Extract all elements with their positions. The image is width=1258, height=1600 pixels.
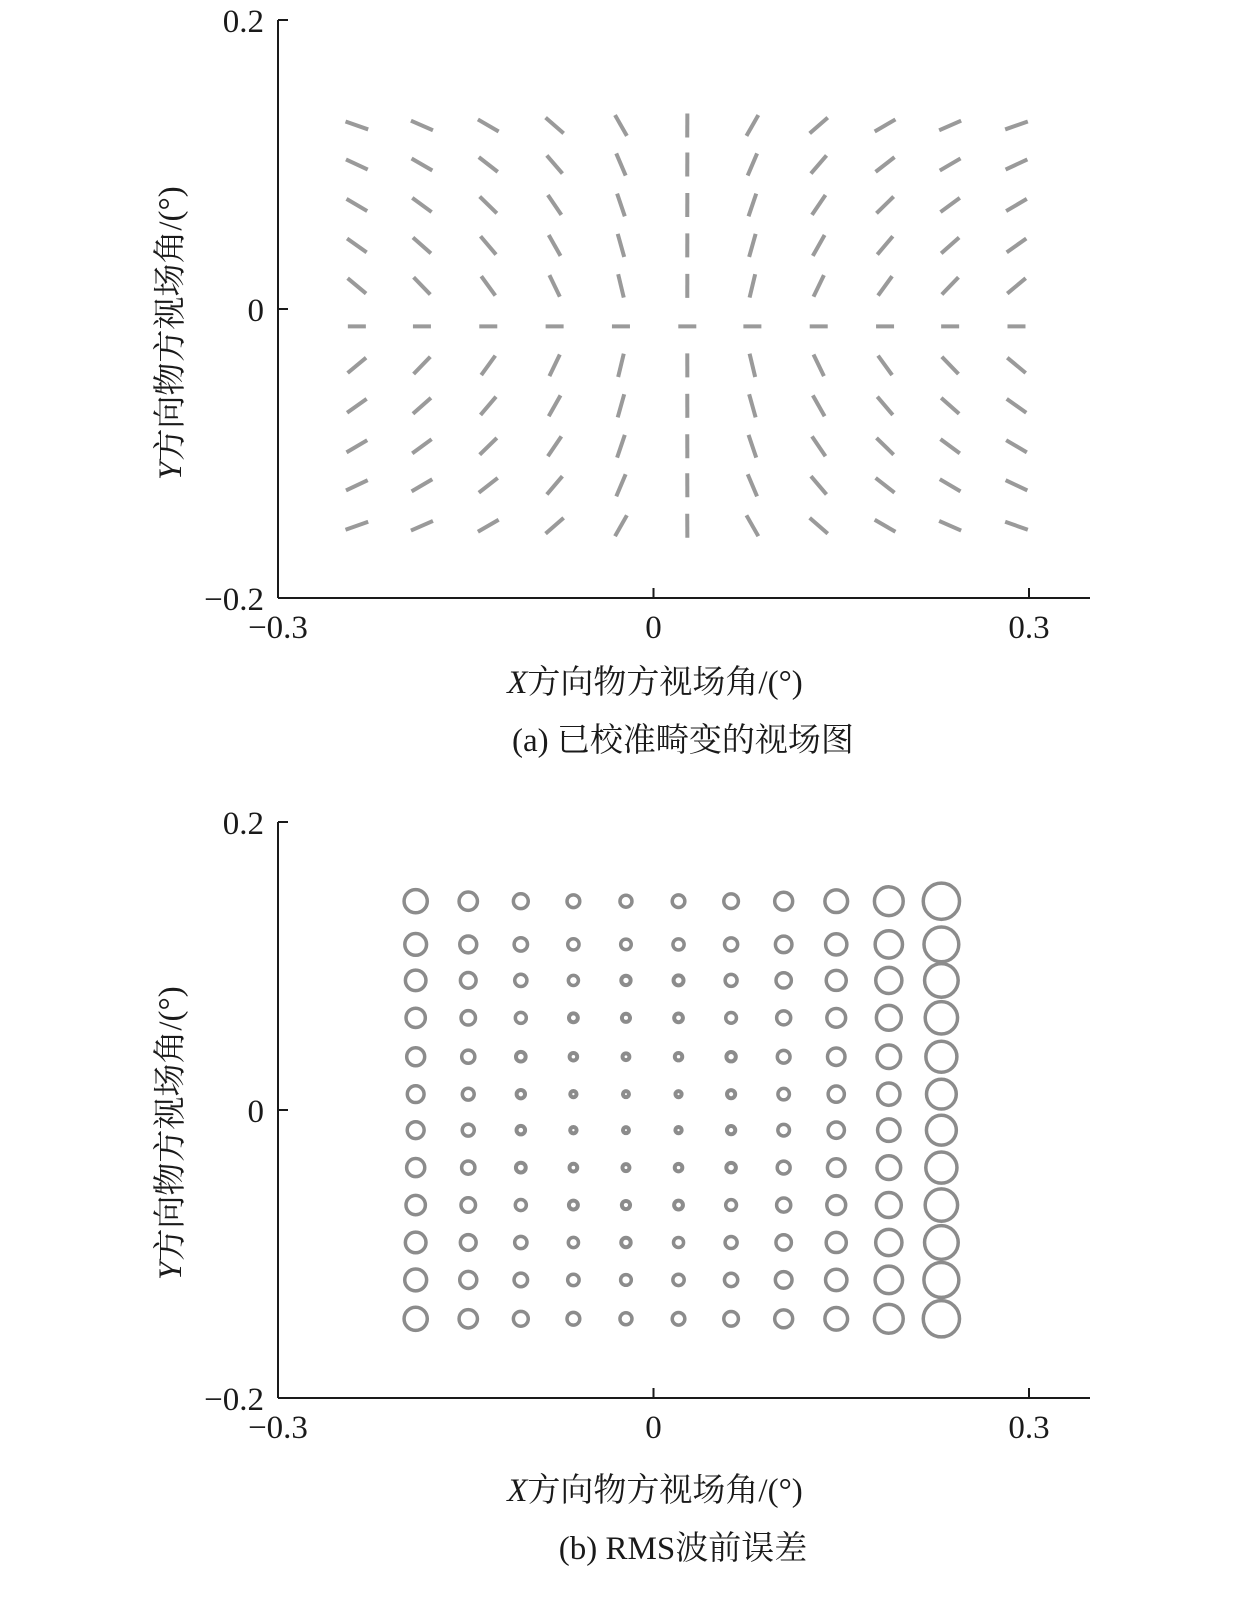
rms-marker [406, 1008, 425, 1027]
rms-marker [621, 1238, 630, 1247]
rms-marker [407, 1122, 424, 1139]
rms-marker [516, 1163, 526, 1173]
rms-marker [674, 975, 684, 985]
distortion-marker [942, 277, 959, 294]
chart-a-y-tick-label: −0.2 [204, 582, 264, 618]
distortion-marker [750, 274, 756, 297]
distortion-marker [749, 234, 755, 257]
rms-marker [515, 1012, 526, 1023]
chart-a-x-tick-label: −0.3 [248, 610, 308, 646]
rms-marker [514, 1273, 528, 1287]
rms-marker [874, 1304, 903, 1333]
rms-marker [673, 939, 684, 950]
rms-marker [924, 1262, 959, 1297]
rms-marker [569, 1013, 578, 1022]
rms-marker [405, 934, 427, 956]
chart-a-y-tick-label: 0.2 [222, 4, 264, 40]
chart-a-x-tick-label: 0.3 [1008, 610, 1050, 646]
distortion-marker [940, 158, 961, 170]
distortion-marker [810, 118, 828, 134]
distortion-marker [875, 520, 896, 532]
rms-marker [405, 1269, 427, 1291]
rms-marker [875, 931, 902, 958]
distortion-marker [547, 476, 563, 494]
rms-marker [460, 973, 476, 989]
rms-marker [673, 1274, 684, 1285]
rms-marker [461, 1011, 475, 1025]
rms-marker [675, 1127, 681, 1133]
rms-marker [927, 1079, 957, 1109]
rms-marker [724, 894, 739, 909]
rms-marker [825, 890, 848, 913]
rms-marker [570, 1127, 576, 1133]
rms-marker [827, 1008, 846, 1027]
distortion-marker [1006, 480, 1028, 490]
rms-marker [675, 1053, 682, 1060]
rms-marker [826, 1232, 846, 1252]
rms-marker [878, 1119, 900, 1141]
distortion-marker [347, 440, 368, 452]
distortion-marker [1005, 122, 1028, 130]
rms-marker [926, 1041, 957, 1072]
chart-b-y-tick-label: 0.2 [222, 806, 264, 842]
distortion-marker [942, 357, 959, 374]
distortion-marker [941, 398, 959, 414]
distortion-marker [1006, 199, 1027, 211]
rms-marker [405, 970, 426, 991]
rms-marker [513, 894, 528, 909]
rms-marker [875, 1266, 902, 1293]
distortion-marker [875, 119, 896, 131]
distortion-marker [346, 122, 369, 130]
distortion-marker [1007, 278, 1025, 293]
rms-marker [569, 1201, 578, 1210]
distortion-marker [481, 356, 495, 375]
distortion-marker [940, 439, 959, 453]
rms-marker [775, 1272, 792, 1289]
distortion-marker [618, 394, 624, 417]
distortion-marker [1007, 238, 1027, 252]
rms-marker [925, 1189, 957, 1221]
distortion-marker [615, 515, 627, 536]
distortion-marker [618, 274, 624, 297]
distortion-marker [479, 157, 498, 172]
distortion-marker [618, 354, 624, 377]
rms-marker [515, 1236, 527, 1248]
chart-a-x-tick-label: 0 [645, 610, 662, 646]
rms-marker [623, 1053, 630, 1060]
chart-a-ylabel: Y方向物方视场角/(°) [153, 186, 189, 480]
rms-marker [567, 895, 580, 908]
chart-b-y-tick-label: −0.2 [204, 1382, 264, 1418]
rms-marker [462, 1088, 474, 1100]
rms-marker [725, 938, 738, 951]
distortion-marker [811, 155, 827, 173]
rms-marker [570, 1164, 578, 1172]
rms-marker [513, 1311, 528, 1326]
distortion-marker [548, 195, 562, 215]
rms-marker [825, 1307, 848, 1330]
distortion-marker [939, 521, 961, 531]
rms-marker [827, 1196, 846, 1215]
rms-marker [404, 890, 427, 913]
rms-marker [462, 1161, 475, 1174]
rms-marker [775, 892, 793, 910]
rms-marker [724, 1311, 739, 1326]
rms-marker [724, 1273, 737, 1286]
rms-marker [622, 1164, 629, 1171]
distortion-marker [481, 397, 497, 415]
rms-marker [727, 1090, 735, 1098]
distortion-marker [939, 121, 961, 131]
distortion-marker [1006, 440, 1027, 452]
distortion-marker [547, 155, 563, 173]
distortion-marker [414, 277, 431, 294]
rms-marker [925, 1226, 959, 1260]
rms-marker [407, 1159, 425, 1177]
rms-marker [925, 964, 959, 998]
panel-b [0, 800, 1258, 1600]
distortion-marker [549, 275, 559, 297]
rms-marker [515, 974, 527, 986]
chart-b-y-tick-label: 0 [247, 1094, 264, 1130]
distortion-marker [749, 394, 755, 417]
distortion-marker [748, 474, 757, 496]
rms-marker [775, 1310, 793, 1328]
rms-marker [828, 1122, 844, 1138]
distortion-marker [940, 479, 961, 491]
rms-marker [620, 895, 632, 907]
distortion-marker [481, 276, 495, 295]
rms-marker [622, 1201, 630, 1209]
rms-marker [878, 1083, 900, 1105]
rms-marker [923, 883, 959, 919]
rms-marker [462, 1124, 474, 1136]
rms-marker [778, 1088, 789, 1099]
rms-marker [568, 939, 579, 950]
distortion-marker [347, 238, 367, 252]
distortion-marker [481, 236, 497, 254]
distortion-marker [813, 395, 825, 416]
distortion-marker [746, 115, 758, 136]
rms-marker [672, 1312, 685, 1325]
rms-marker [778, 1124, 790, 1136]
distortion-marker [1007, 358, 1025, 373]
rms-marker [727, 1126, 735, 1134]
rms-marker [827, 1159, 845, 1177]
distortion-marker [615, 115, 627, 136]
chart-a-caption: (a) 已校准畸变的视场图 [512, 723, 854, 759]
rms-marker [777, 1011, 791, 1025]
rms-marker [570, 1053, 578, 1061]
distortion-marker [546, 118, 564, 134]
distortion-marker [549, 395, 561, 416]
distortion-marker [549, 355, 559, 377]
chart-a-y-tick-label: 0 [247, 293, 264, 329]
distortion-marker [878, 276, 892, 295]
distortion-marker [876, 478, 895, 493]
rms-marker [623, 1091, 629, 1097]
rms-marker [460, 1271, 477, 1288]
rms-marker [621, 939, 632, 950]
distortion-marker [480, 438, 497, 455]
chart-b-x-tick-label: −0.3 [248, 1410, 308, 1446]
chart-b-xlabel: X方向物方视场角/(°) [507, 1473, 803, 1509]
rms-marker [925, 1002, 957, 1034]
distortion-marker [814, 275, 824, 297]
distortion-marker [811, 476, 827, 494]
rms-marker [621, 1275, 632, 1286]
rms-marker [570, 1091, 576, 1097]
distortion-marker [810, 518, 828, 534]
chart-b-x-tick-label: 0 [645, 1410, 662, 1446]
distortion-marker [812, 436, 826, 456]
rms-marker [923, 1301, 959, 1337]
distortion-marker [348, 278, 366, 293]
rms-marker [623, 1127, 629, 1133]
rms-marker [874, 887, 903, 916]
distortion-marker [412, 479, 433, 491]
rms-marker [568, 975, 578, 985]
rms-marker [459, 892, 477, 910]
distortion-marker [346, 522, 369, 530]
distortion-marker [414, 357, 431, 374]
distortion-marker [617, 194, 625, 217]
rms-marker [568, 1274, 579, 1285]
distortion-marker [1005, 522, 1028, 530]
rms-marker [828, 1086, 844, 1102]
distortion-marker [616, 153, 625, 175]
rms-marker [405, 1232, 426, 1253]
distortion-marker [877, 236, 893, 254]
chart-a-xlabel: X方向物方视场角/(°) [507, 665, 803, 701]
rms-marker [876, 967, 902, 993]
rms-marker [726, 1200, 737, 1211]
distortion-marker [813, 235, 825, 256]
chart-b-ylabel: Y方向物方视场角/(°) [153, 986, 189, 1280]
rms-marker [726, 1012, 737, 1023]
distortion-marker [412, 439, 431, 453]
rms-marker [672, 895, 685, 908]
distortion-marker [940, 198, 959, 212]
rms-marker [517, 1126, 526, 1135]
rms-marker [725, 1236, 737, 1248]
distortion-marker [876, 157, 895, 172]
rms-marker [517, 1090, 525, 1098]
distortion-marker [480, 197, 497, 214]
rms-marker [725, 974, 737, 986]
distortion-marker [548, 436, 562, 456]
rms-marker [826, 1269, 847, 1290]
rms-marker [924, 927, 959, 962]
distortion-marker [411, 121, 433, 131]
distortion-marker [749, 435, 757, 458]
distortion-marker [877, 397, 893, 415]
distortion-marker [1006, 159, 1028, 169]
rms-marker [877, 1156, 901, 1180]
rms-marker [675, 1164, 683, 1172]
rms-marker [407, 1086, 424, 1103]
rms-marker [826, 934, 847, 955]
rms-marker [620, 1313, 632, 1325]
rms-marker [621, 976, 630, 985]
rms-marker [459, 1310, 477, 1328]
rms-marker [460, 1235, 476, 1251]
distortion-marker [617, 435, 625, 458]
rms-marker [674, 1201, 683, 1210]
distortion-marker [546, 518, 564, 534]
distortion-marker [812, 195, 826, 215]
distortion-marker [411, 521, 433, 531]
distortion-marker [876, 438, 893, 455]
distortion-marker [347, 399, 367, 413]
distortion-marker [346, 480, 368, 490]
distortion-marker [413, 237, 431, 253]
distortion-marker [412, 198, 431, 212]
distortion-marker [814, 355, 824, 377]
distortion-marker [876, 197, 893, 214]
distortion-marker [941, 237, 959, 253]
rms-marker [926, 1115, 956, 1145]
rms-marker [568, 1237, 578, 1247]
rms-marker [876, 1193, 901, 1218]
rms-marker [876, 1005, 901, 1030]
distortion-marker [549, 235, 561, 256]
rms-marker [406, 1195, 425, 1214]
rms-marker [776, 973, 791, 988]
distortion-marker [746, 515, 758, 536]
rms-marker [516, 1052, 526, 1062]
distortion-marker [348, 358, 366, 373]
rms-marker [404, 1307, 427, 1330]
rms-marker [828, 1048, 845, 1065]
rms-marker [876, 1229, 902, 1255]
rms-marker [462, 1050, 475, 1063]
chart-b-caption: (b) RMS波前误差 [558, 1531, 808, 1567]
rms-marker [674, 1237, 684, 1247]
rms-marker [515, 1200, 526, 1211]
distortion-marker [878, 356, 892, 375]
distortion-marker [618, 234, 624, 257]
rms-marker [567, 1312, 580, 1325]
distortion-marker [750, 354, 756, 377]
rms-marker [407, 1048, 425, 1066]
rms-marker [776, 1235, 791, 1250]
rms-marker [726, 1163, 736, 1173]
distortion-marker [748, 153, 757, 175]
rms-marker [777, 1198, 791, 1212]
distortion-marker [1007, 399, 1027, 413]
distortion-marker [616, 474, 625, 496]
distortion-marker [346, 159, 368, 169]
rms-marker [726, 1052, 735, 1061]
distortion-marker [478, 520, 499, 532]
rms-marker [826, 970, 846, 990]
rms-marker [775, 936, 792, 953]
rms-marker [926, 1152, 957, 1183]
rms-marker [461, 1198, 476, 1213]
rms-marker [675, 1091, 681, 1097]
distortion-marker [412, 158, 433, 170]
distortion-marker [478, 119, 499, 131]
rms-marker [877, 1045, 901, 1069]
rms-marker [622, 1014, 630, 1022]
rms-marker [460, 936, 477, 953]
rms-marker [777, 1050, 790, 1063]
distortion-marker [749, 194, 757, 217]
rms-marker [777, 1161, 790, 1174]
chart-b-x-tick-label: 0.3 [1008, 1410, 1050, 1446]
distortion-marker [413, 398, 431, 414]
rms-marker [674, 1013, 683, 1022]
rms-marker [514, 938, 527, 951]
distortion-marker [347, 199, 368, 211]
distortion-marker [479, 478, 498, 493]
